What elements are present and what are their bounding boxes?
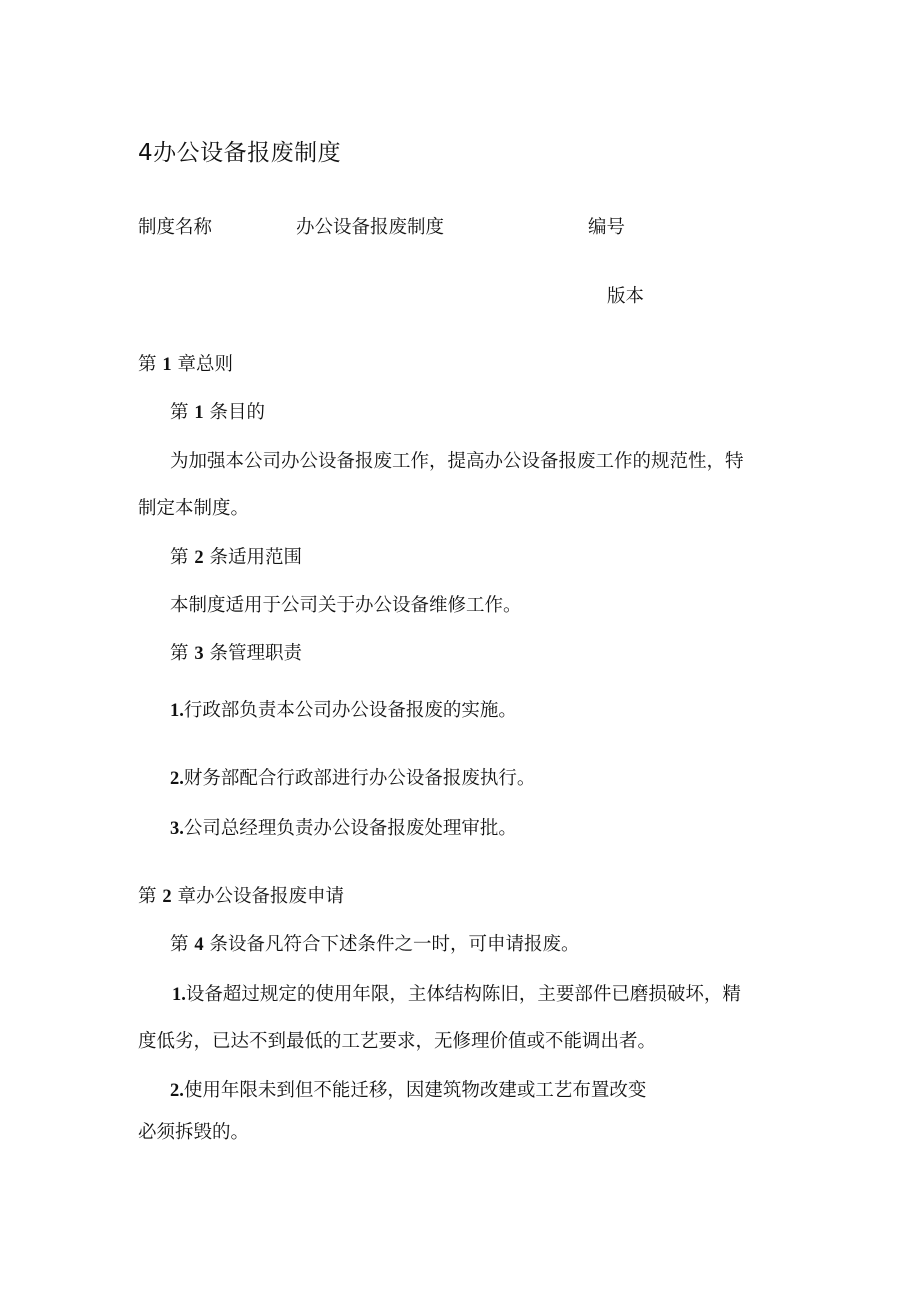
duty-item-2 [170, 766, 535, 792]
policy-name-label: 制度名称 [138, 217, 213, 238]
article-3-title: 条管理职责 [209, 643, 303, 664]
article-3-prefix: 第 [170, 643, 189, 664]
policy-name-value: 办公设备报废制度 [296, 217, 445, 238]
policy-number-label: 编号 [588, 217, 626, 238]
chapter-1-number: 1 [162, 355, 172, 375]
article-2-text: 本制度适用于公司关于办公设备维修工作。 [170, 595, 522, 616]
article-2-heading [170, 545, 302, 571]
condition-item-2-text-1: 使用年限未到但不能迁移，因建筑物改建或工艺布置改变 [183, 1080, 647, 1101]
duty-item-1-text: 行政部负责本公司办公设备报废的实施。 [183, 700, 517, 721]
chapter-2-number: 2 [162, 887, 172, 907]
article-2-title: 条适用范围 [209, 547, 303, 568]
article-2-number: 2 [194, 548, 204, 568]
duty-item-2-text: 财务部配合行政部进行办公设备报废执行。 [183, 768, 536, 789]
duty-item-3 [170, 816, 517, 842]
article-2-prefix: 第 [170, 547, 189, 568]
condition-item-1-line-1 [172, 982, 741, 1008]
condition-item-1-number: 1. [172, 985, 186, 1005]
duty-item-2-number: 2. [170, 769, 184, 789]
article-3-heading [170, 641, 302, 667]
chapter-1-heading [138, 352, 233, 378]
chapter-1-prefix: 第 [138, 354, 157, 375]
chapter-1-title: 章总则 [177, 354, 234, 375]
policy-version-label: 版本 [607, 286, 645, 307]
condition-item-2-number: 2. [170, 1081, 184, 1101]
duty-item-3-number: 3. [170, 819, 184, 839]
condition-item-2-line-1 [170, 1078, 646, 1104]
article-1-text-line-1: 为加强本公司办公设备报废工作，提高办公设备报废工作的规范性，特 [170, 451, 744, 472]
article-4-prefix: 第 [170, 934, 189, 955]
chapter-2-prefix: 第 [138, 886, 157, 907]
article-4-number: 4 [194, 935, 204, 955]
article-1-number: 1 [194, 403, 204, 423]
condition-item-1-line-2: 度低劣，已达不到最低的工艺要求，无修理价值或不能调出者。 [138, 1031, 657, 1052]
article-1-title: 条目的 [209, 402, 266, 423]
duty-item-1-number: 1. [170, 701, 184, 721]
chapter-2-heading [138, 884, 344, 910]
document-title: 4办公设备报废制度 [138, 140, 342, 166]
duty-item-3-text: 公司总经理负责办公设备报废处理审批。 [183, 818, 517, 839]
condition-item-1-text-1: 设备超过规定的使用年限，主体结构陈旧，主要部件已磨损破坏，精 [185, 984, 741, 1005]
condition-item-2-line-2: 必须拆毁的。 [138, 1122, 250, 1143]
article-1-prefix: 第 [170, 402, 189, 423]
article-4-heading [170, 932, 580, 958]
chapter-2-title: 章办公设备报废申请 [177, 886, 345, 907]
article-1-heading [170, 400, 265, 426]
article-4-title: 条设备凡符合下述条件之一时，可申请报废。 [209, 934, 580, 955]
duty-item-1 [170, 698, 517, 724]
article-3-number: 3 [194, 644, 204, 664]
article-1-text-line-2: 制定本制度。 [138, 498, 250, 519]
